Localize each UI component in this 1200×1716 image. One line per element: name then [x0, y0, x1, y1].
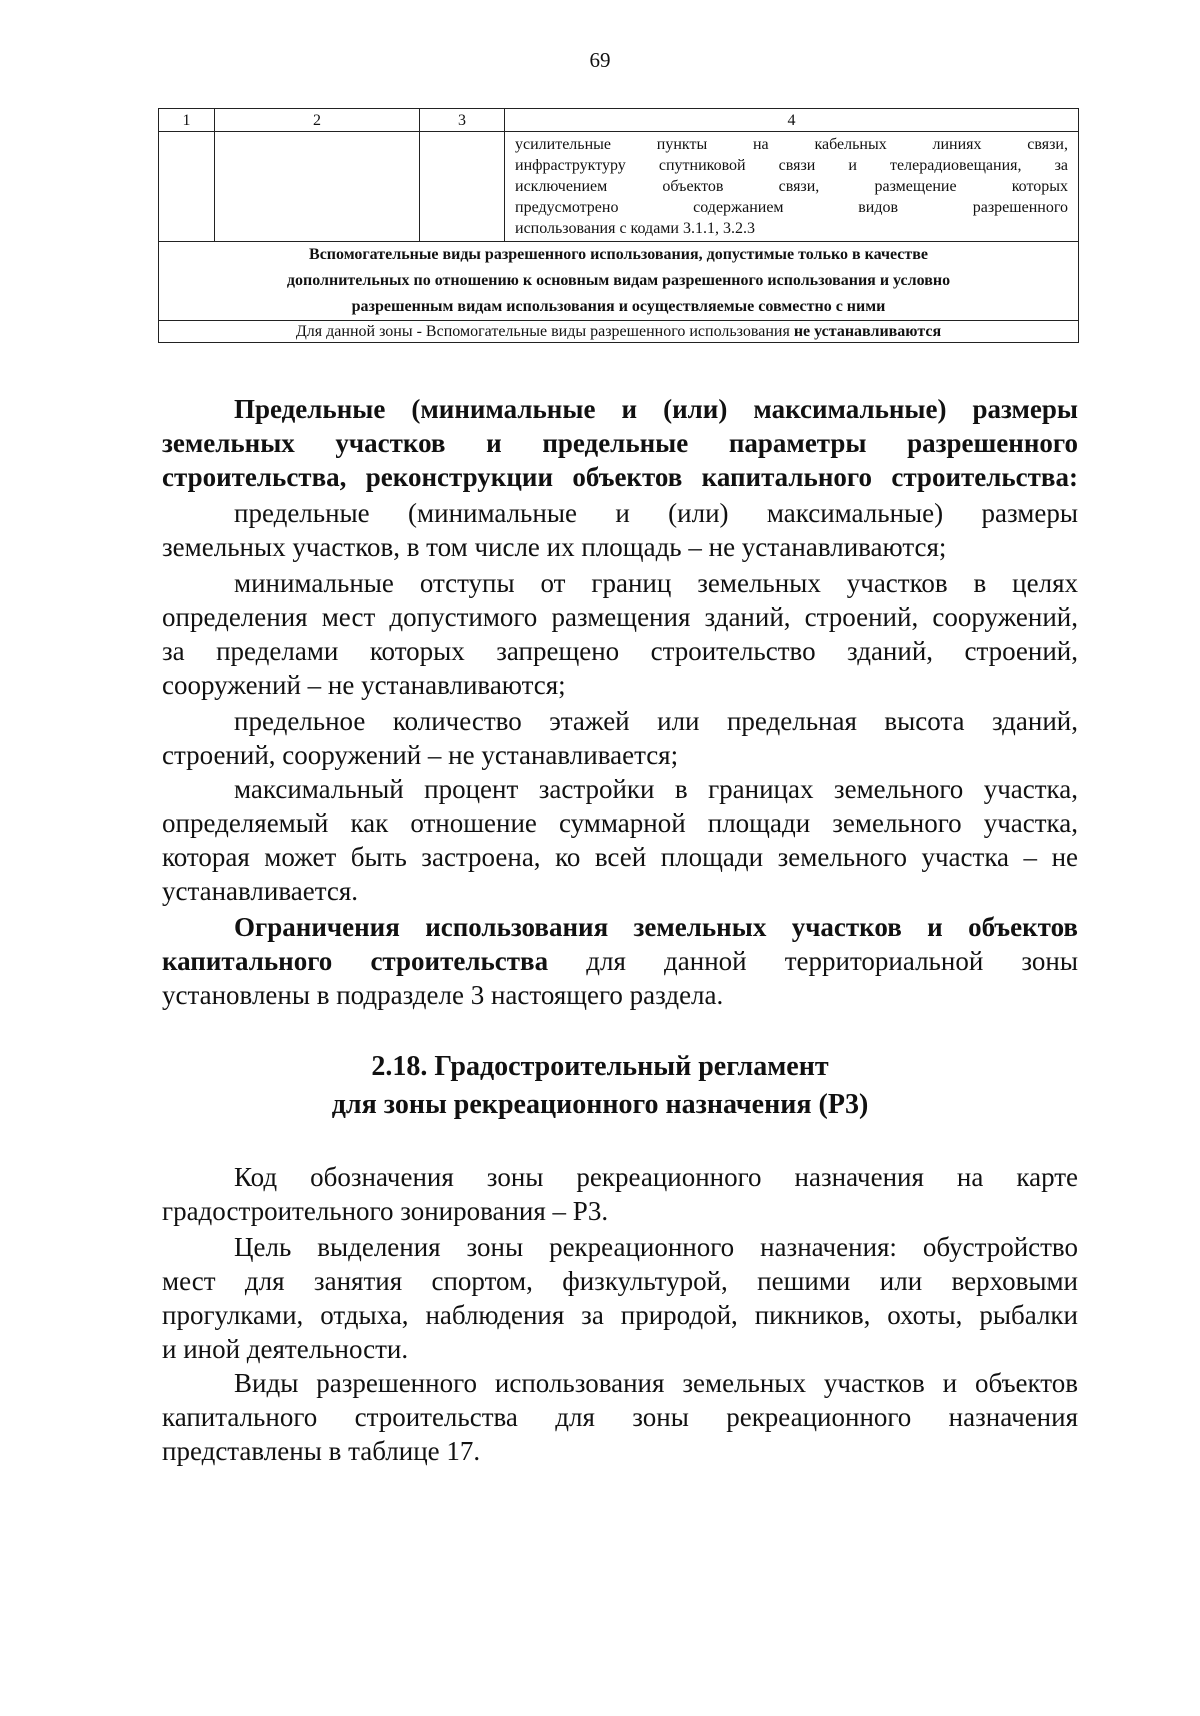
aux-note-text: Для данной зоны - Вспомогательные виды разрешенного использования: [295, 323, 794, 340]
section-title-line: для зоны рекреационного назначения (Р3): [331, 1089, 869, 1120]
paragraph-line: Виды разрешенного использования земельных участков и объектов: [234, 1368, 1078, 1398]
aux-note-row: [159, 321, 1079, 343]
col-number-3: 3: [420, 109, 505, 132]
col-number-4: 4: [505, 109, 1079, 132]
restrictions-paragraph: [162, 910, 1078, 1012]
table-header-row: [159, 109, 1079, 132]
paragraph-line: Код обозначения зоны рекреационного назначения на карте: [234, 1162, 1078, 1192]
aux-heading-line: дополнительных по отношению к основным видам разрешенного использования и условно: [286, 272, 951, 289]
limits-heading-line: земельных участков и предельные параметры разрешенного: [162, 428, 1078, 458]
col-number-1: 1: [159, 109, 215, 132]
limits-paragraph-floors: [162, 704, 1078, 772]
table-cell-empty-3: [420, 132, 505, 242]
cell-line: инфраструктуру спутниковой связи и телерадиовещания, за: [515, 157, 1068, 174]
paragraph-line: градостроительного зонирования – Р3.: [162, 1196, 609, 1226]
limits-paragraph-setbacks: [162, 566, 1078, 702]
paragraph-line: минимальные отступы от границ земельных участков в целях: [234, 568, 1078, 598]
paragraph-line: [162, 944, 1078, 978]
limits-heading-line: Предельные (минимальные и (или) максимальные) размеры: [234, 394, 1078, 424]
paragraph-line: сооружений – не устанавливаются;: [162, 670, 566, 700]
paragraph-line: капитального строительства для зоны рекреационного назначения: [162, 1402, 1078, 1432]
aux-note-cell: [159, 321, 1079, 343]
cell-line: усилительные пункты на кабельных линиях связи,: [515, 136, 1068, 153]
section-title-line: 2.18. Градостроительный регламент: [371, 1051, 829, 1082]
cell-line: использования с кодами 3.1.1, 3.2.3: [515, 220, 755, 237]
col-number-2: 2: [215, 109, 420, 132]
paragraph-line: за пределами которых запрещено строительство зданий, строений,: [162, 636, 1078, 666]
limits-paragraph-coverage: [162, 772, 1078, 908]
paragraph-line: устанавливается.: [162, 876, 358, 906]
paragraph-line: максимальный процент застройки в границах земельного участка,: [234, 774, 1078, 804]
limits-paragraph-sizes: [162, 496, 1078, 564]
paragraph-line: Цель выделения зоны рекреационного назначения: обустройство: [234, 1232, 1078, 1262]
paragraph-line: которая может быть застроена, ко всей площади земельного участка – не: [162, 842, 1078, 872]
restrictions-bold-text: капитального строительства: [162, 946, 549, 976]
limits-heading-line: строительства, реконструкции объектов капитального строительства:: [162, 462, 1078, 492]
aux-heading-cell: [159, 242, 1079, 321]
aux-heading-line: разрешенным видам использования и осуществляемые совместно с ними: [351, 298, 886, 315]
paragraph-line: земельных участков, в том числе их площадь – не устанавливаются;: [162, 532, 947, 562]
table-cell-description: [505, 132, 1079, 242]
cell-line: исключением объектов связи, размещение которых: [515, 178, 1068, 195]
paragraph-line: Ограничения использования земельных участков и объектов: [234, 912, 1078, 942]
restrictions-plain-text: для данной территориальной зоны: [548, 946, 1078, 976]
paragraph-line: определения мест допустимого размещения зданий, строений, сооружений,: [162, 602, 1078, 632]
table-row: [159, 132, 1079, 242]
zone-code-paragraph: [162, 1160, 1078, 1228]
paragraph-line: предельные (минимальные и (или) максимальные) размеры: [234, 498, 1078, 528]
table-cell-empty-1: [159, 132, 215, 242]
aux-heading-line: Вспомогательные виды разрешенного использования, допустимые только в качестве: [309, 246, 928, 263]
paragraph-line: и иной деятельности.: [162, 1334, 409, 1364]
permitted-use-table: [158, 108, 1079, 343]
page-number: 69: [589, 48, 611, 72]
cell-line: предусмотрено содержанием видов разрешенного: [515, 199, 1068, 216]
paragraph-line: мест для занятия спортом, физкультурой, пешими или верховыми: [162, 1266, 1078, 1296]
zone-types-paragraph: [162, 1366, 1078, 1468]
table-cell-empty-2: [215, 132, 420, 242]
paragraph-line: установлены в подразделе 3 настоящего раздела.: [162, 980, 724, 1010]
limits-heading: [162, 392, 1078, 494]
zone-purpose-paragraph: [162, 1230, 1078, 1366]
aux-heading-row: [159, 242, 1079, 321]
paragraph-line: прогулками, отдыха, наблюдения за природой, пикников, охоты, рыбалки: [162, 1300, 1078, 1330]
paragraph-line: представлены в таблице 17.: [162, 1436, 481, 1466]
paragraph-line: предельное количество этажей или предельная высота зданий,: [234, 706, 1078, 736]
aux-note-bold: не устанавливаются: [793, 323, 942, 340]
paragraph-line: строений, сооружений – не устанавливается;: [162, 740, 679, 770]
section-title: [0, 1048, 1200, 1124]
paragraph-line: определяемый как отношение суммарной площади земельного участка,: [162, 808, 1078, 838]
